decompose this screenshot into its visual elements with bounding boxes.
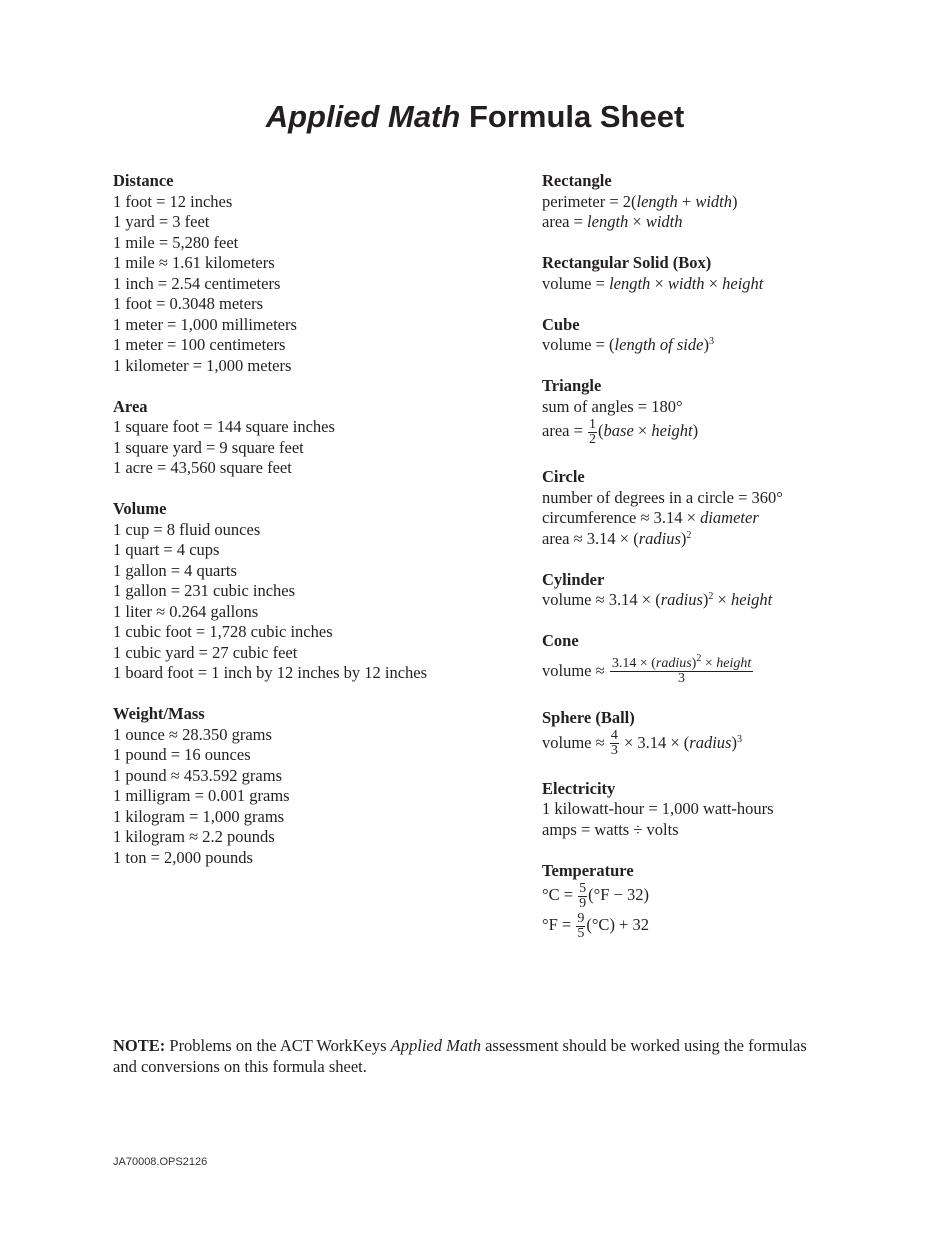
formula-variable: length <box>609 273 651 293</box>
formula-operator: × <box>713 590 731 610</box>
formula-variable: width <box>695 191 733 211</box>
conversion-line: 1 kilogram ≈ 2.2 pounds <box>113 827 275 846</box>
formula-variable: width <box>667 273 705 293</box>
section-circle <box>542 467 872 549</box>
formula-operator: × <box>628 212 646 231</box>
section-heading: Volume <box>113 499 167 518</box>
formula-exponent: 3 <box>736 733 742 745</box>
formula-text: perimeter = 2( <box>542 191 637 211</box>
formula-text: volume = ( <box>542 335 615 354</box>
formula-operator: × <box>650 273 668 293</box>
title-regular: Formula Sheet <box>468 99 685 134</box>
fraction-numerator: 4 <box>610 728 618 744</box>
section-weight-mass <box>113 704 513 868</box>
section-heading: Temperature <box>542 860 634 880</box>
formula-text: ) <box>731 732 737 752</box>
left-column <box>113 171 513 889</box>
formula-variable: height <box>722 273 764 293</box>
formula-text: volume ≈ 3.14 × ( <box>542 590 661 610</box>
formula-exponent: 2 <box>696 653 702 665</box>
note-italic: Applied Math <box>390 1036 481 1055</box>
right-column <box>542 171 872 961</box>
fraction-denominator: 5 <box>577 925 585 941</box>
section-heading: Cylinder <box>542 569 605 589</box>
conversion-line: 1 yard = 3 feet <box>113 212 210 231</box>
conversion-line: 1 mile ≈ 1.61 kilometers <box>113 253 275 272</box>
formula-operator: + <box>677 191 696 211</box>
formula-text: 3.14 × ( <box>611 656 656 672</box>
formula-volume <box>542 729 872 759</box>
section-area <box>113 397 513 479</box>
section-distance <box>113 171 513 376</box>
formula-area <box>542 417 872 447</box>
conversion-line: 1 foot = 0.3048 meters <box>113 294 263 313</box>
section-cone <box>542 631 872 688</box>
formula-variable: height <box>716 656 752 672</box>
formula-text: volume ≈ <box>542 660 609 680</box>
fraction-denominator: 2 <box>589 431 597 447</box>
formula-area <box>542 212 872 233</box>
section-heading: Weight/Mass <box>113 704 205 723</box>
formula-volume <box>542 654 872 688</box>
conversion-line: 1 pound ≈ 453.592 grams <box>113 765 283 785</box>
formula-operator: × <box>704 273 723 293</box>
formula-text: (°C) + 32 <box>586 915 649 935</box>
fraction-denominator: 9 <box>579 896 587 912</box>
note-text: assessment should be worked using the formulas and conversions on this formula sheet. <box>113 1036 807 1076</box>
formula-text: volume ≈ <box>542 732 609 752</box>
fraction <box>610 729 619 758</box>
fraction <box>576 912 585 941</box>
conversion-line: 1 kilowatt-hour = 1,000 watt-hours <box>542 799 774 819</box>
section-heading: Electricity <box>542 778 616 798</box>
formula-variable: length <box>636 191 678 211</box>
conversion-line: 1 ton = 2,000 pounds <box>113 847 253 867</box>
conversion-line: 1 quart = 4 cups <box>113 540 220 559</box>
formula-fahrenheit <box>542 911 872 941</box>
formula-text: volume = <box>542 273 610 293</box>
conversion-line: 1 kilometer = 1,000 meters <box>113 355 292 375</box>
conversion-line: 1 square yard = 9 square feet <box>113 437 304 457</box>
title-italic: Applied Math <box>265 99 461 134</box>
conversion-line: 1 ounce ≈ 28.350 grams <box>113 724 272 744</box>
section-rectangle <box>542 171 872 233</box>
formula-variable: length <box>587 212 629 231</box>
section-box <box>542 253 872 294</box>
conversion-line: 1 mile = 5,280 feet <box>113 232 239 252</box>
conversion-line: 1 milligram = 0.001 grams <box>113 786 290 805</box>
formula-text: °F = <box>542 915 576 935</box>
conversion-line: 1 square foot = 144 square inches <box>113 417 335 436</box>
conversion-line: 1 gallon = 4 quarts <box>113 560 237 580</box>
formula-circumference <box>542 508 872 529</box>
formula-variable: height <box>651 421 693 440</box>
formula-text: ( <box>598 421 604 440</box>
formula-volume <box>542 590 872 611</box>
formula-operator: × <box>701 656 717 672</box>
section-heading: Rectangular Solid (Box) <box>542 253 712 272</box>
formula-operator: × <box>633 421 652 440</box>
conversion-line: 1 acre = 43,560 square feet <box>113 458 292 477</box>
formula-text: ) <box>732 191 738 211</box>
section-heading: Rectangle <box>542 171 612 190</box>
conversion-line: 1 liter ≈ 0.264 gallons <box>113 601 259 621</box>
formula-text: ) <box>680 528 687 548</box>
section-sphere <box>542 708 872 758</box>
formula-area <box>542 529 872 550</box>
formula-volume <box>542 335 872 356</box>
fraction-numerator: 5 <box>579 881 587 897</box>
conversion-line: 1 meter = 100 centimeters <box>113 335 286 354</box>
document-code: JA70008.OPS2126 <box>113 1156 208 1168</box>
formula-exponent: 2 <box>686 529 692 541</box>
conversion-line: 1 foot = 12 inches <box>113 191 233 211</box>
formula-text: area = <box>542 421 588 440</box>
conversion-line: 1 meter = 1,000 millimeters <box>113 314 297 334</box>
conversion-line: 1 cubic foot = 1,728 cubic inches <box>113 622 333 641</box>
formula-text: ) <box>702 590 709 610</box>
formula-exponent: 2 <box>708 591 714 603</box>
conversion-line: 1 cubic yard = 27 cubic feet <box>113 642 298 662</box>
formula-perimeter <box>542 192 872 213</box>
section-heading: Distance <box>113 171 174 190</box>
formula-text: (°F − 32) <box>588 885 649 905</box>
formula-text: ) <box>703 335 709 354</box>
formula-sum-angles: sum of angles = 180° <box>542 396 683 416</box>
fraction-numerator: 9 <box>577 910 585 926</box>
formula-variable: width <box>645 212 683 231</box>
fraction-denominator: 3 <box>610 743 618 759</box>
formula-text: area ≈ 3.14 × ( <box>542 528 639 548</box>
formula-text: ) <box>692 421 699 440</box>
conversion-line: 1 inch = 2.54 centimeters <box>113 273 281 293</box>
section-heading: Cone <box>542 631 579 651</box>
conversion-line: amps = watts ÷ volts <box>542 819 679 839</box>
fraction <box>578 882 587 911</box>
formula-exponent: 3 <box>708 336 714 347</box>
section-cube <box>542 315 872 356</box>
section-heading: Cube <box>542 314 580 334</box>
section-electricity <box>542 779 872 841</box>
formula-volume <box>542 274 872 295</box>
conversion-line: 1 pound = 16 ounces <box>113 745 251 764</box>
fraction <box>610 653 753 687</box>
formula-text: °C = <box>542 885 578 905</box>
section-triangle <box>542 376 872 447</box>
conversion-line: 1 gallon = 231 cubic inches <box>113 581 296 600</box>
section-heading: Sphere (Ball) <box>542 708 635 728</box>
section-heading: Triangle <box>542 376 602 395</box>
section-volume <box>113 499 513 684</box>
fraction-numerator <box>610 653 753 672</box>
section-heading: Circle <box>542 467 585 487</box>
note-text: Problems on the ACT WorkKeys <box>165 1036 391 1055</box>
formula-variable: base <box>603 421 634 440</box>
note-paragraph <box>113 1035 813 1077</box>
formula-celsius <box>542 881 872 911</box>
formula-degrees: number of degrees in a circle = 360° <box>542 487 783 507</box>
conversion-line: 1 board foot = 1 inch by 12 inches by 12 inches <box>113 663 428 682</box>
formula-text: × 3.14 × ( <box>619 732 690 752</box>
note-label: NOTE: <box>113 1036 166 1055</box>
conversion-line: 1 cup = 8 fluid ounces <box>113 519 261 539</box>
section-cylinder <box>542 570 872 611</box>
fraction-denominator: 3 <box>610 671 753 686</box>
formula-variable: height <box>730 590 773 610</box>
fraction <box>588 418 597 447</box>
conversion-line: 1 kilogram = 1,000 grams <box>113 806 285 826</box>
formula-variable: length of side <box>614 335 704 354</box>
formula-variable: radius <box>638 528 681 548</box>
formula-text: ) <box>691 656 697 672</box>
formula-variable: radius <box>660 590 703 610</box>
formula-variable: diameter <box>700 508 759 528</box>
formula-text: circumference ≈ 3.14 × <box>542 508 701 528</box>
formula-variable: radius <box>689 732 732 752</box>
page-title <box>0 99 950 135</box>
formula-variable: radius <box>655 656 692 672</box>
formula-text: area = <box>542 212 588 231</box>
fraction-numerator: 1 <box>589 416 597 432</box>
section-heading: Area <box>113 396 148 416</box>
section-temperature <box>542 861 872 941</box>
